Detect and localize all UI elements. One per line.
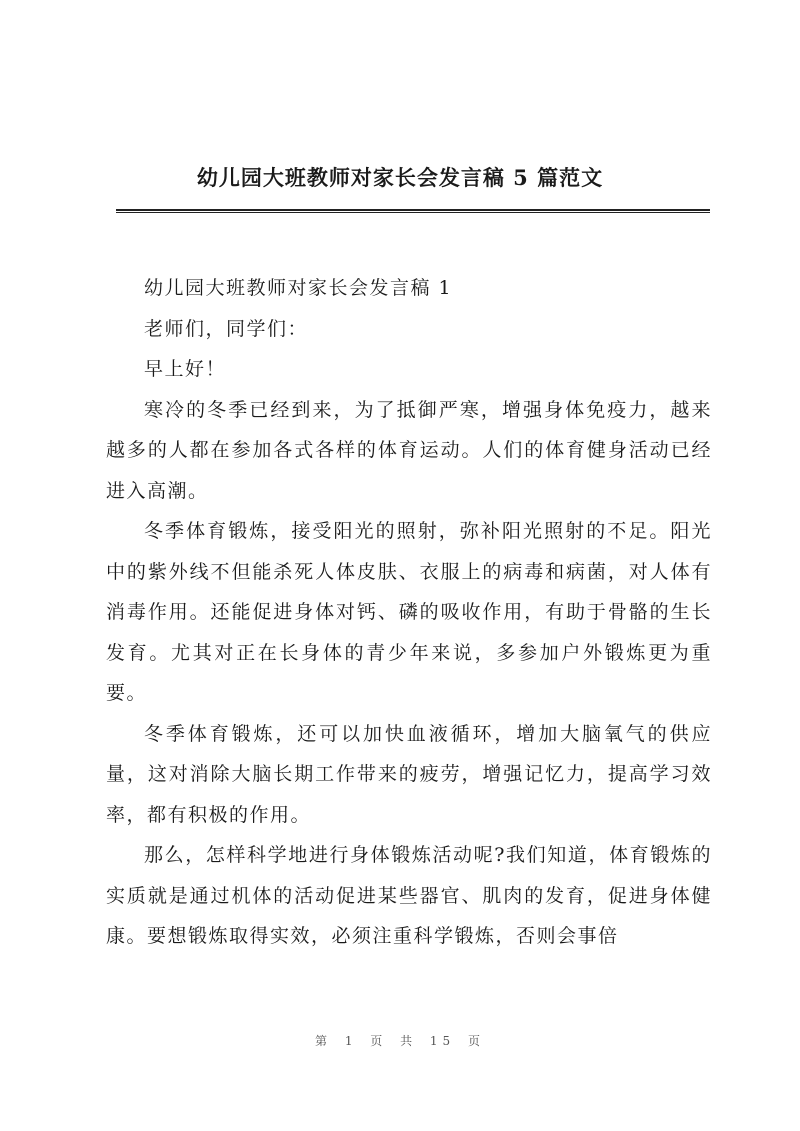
body-paragraph: 那么，怎样科学地进行身体锻炼活动呢?我们知道，体育锻炼的实质就是通过机体的活动促进某些器官、肌肉的发育，促进身体健康。要想锻炼取得实效，必须注重科学锻炼，否则会事倍 — [106, 844, 712, 947]
section-heading: 幼儿园大班教师对家长会发言稿 1 — [144, 277, 453, 299]
salutation: 老师们，同学们： — [144, 317, 309, 340]
body-paragraph: 寒冷的冬季已经到来，为了抵御严寒，增强身体免疫力，越来越多的人都在参加各式各样的体育运动。人们的体育健身活动已经进入高潮。 — [106, 398, 712, 502]
page-number: 第 1 页 共 15 页 — [315, 1034, 485, 1048]
page-title: 幼儿园大班教师对家长会发言稿 5 篇范文 — [196, 165, 604, 190]
greeting: 早上好！ — [144, 358, 227, 380]
document-body — [106, 268, 712, 957]
title-divider — [116, 209, 710, 213]
body-paragraph: 冬季体育锻炼，接受阳光的照射，弥补阳光照射的不足。阳光中的紫外线不但能杀死人体皮肤、衣服上的病毒和病菌，对人体有消毒作用。还能促进身体对钙、磷的吸收作用，有助于骨骼的生长发育。尤其对正在长身体的青少年来说，多参加户外锻炼更为重要。 — [106, 520, 712, 704]
body-paragraph: 冬季体育锻炼，还可以加快血液循环，增加大脑氧气的供应量，这对消除大脑长期工作带来的疲劳，增强记忆力，提高学习效率，都有积极的作用。 — [106, 722, 712, 826]
